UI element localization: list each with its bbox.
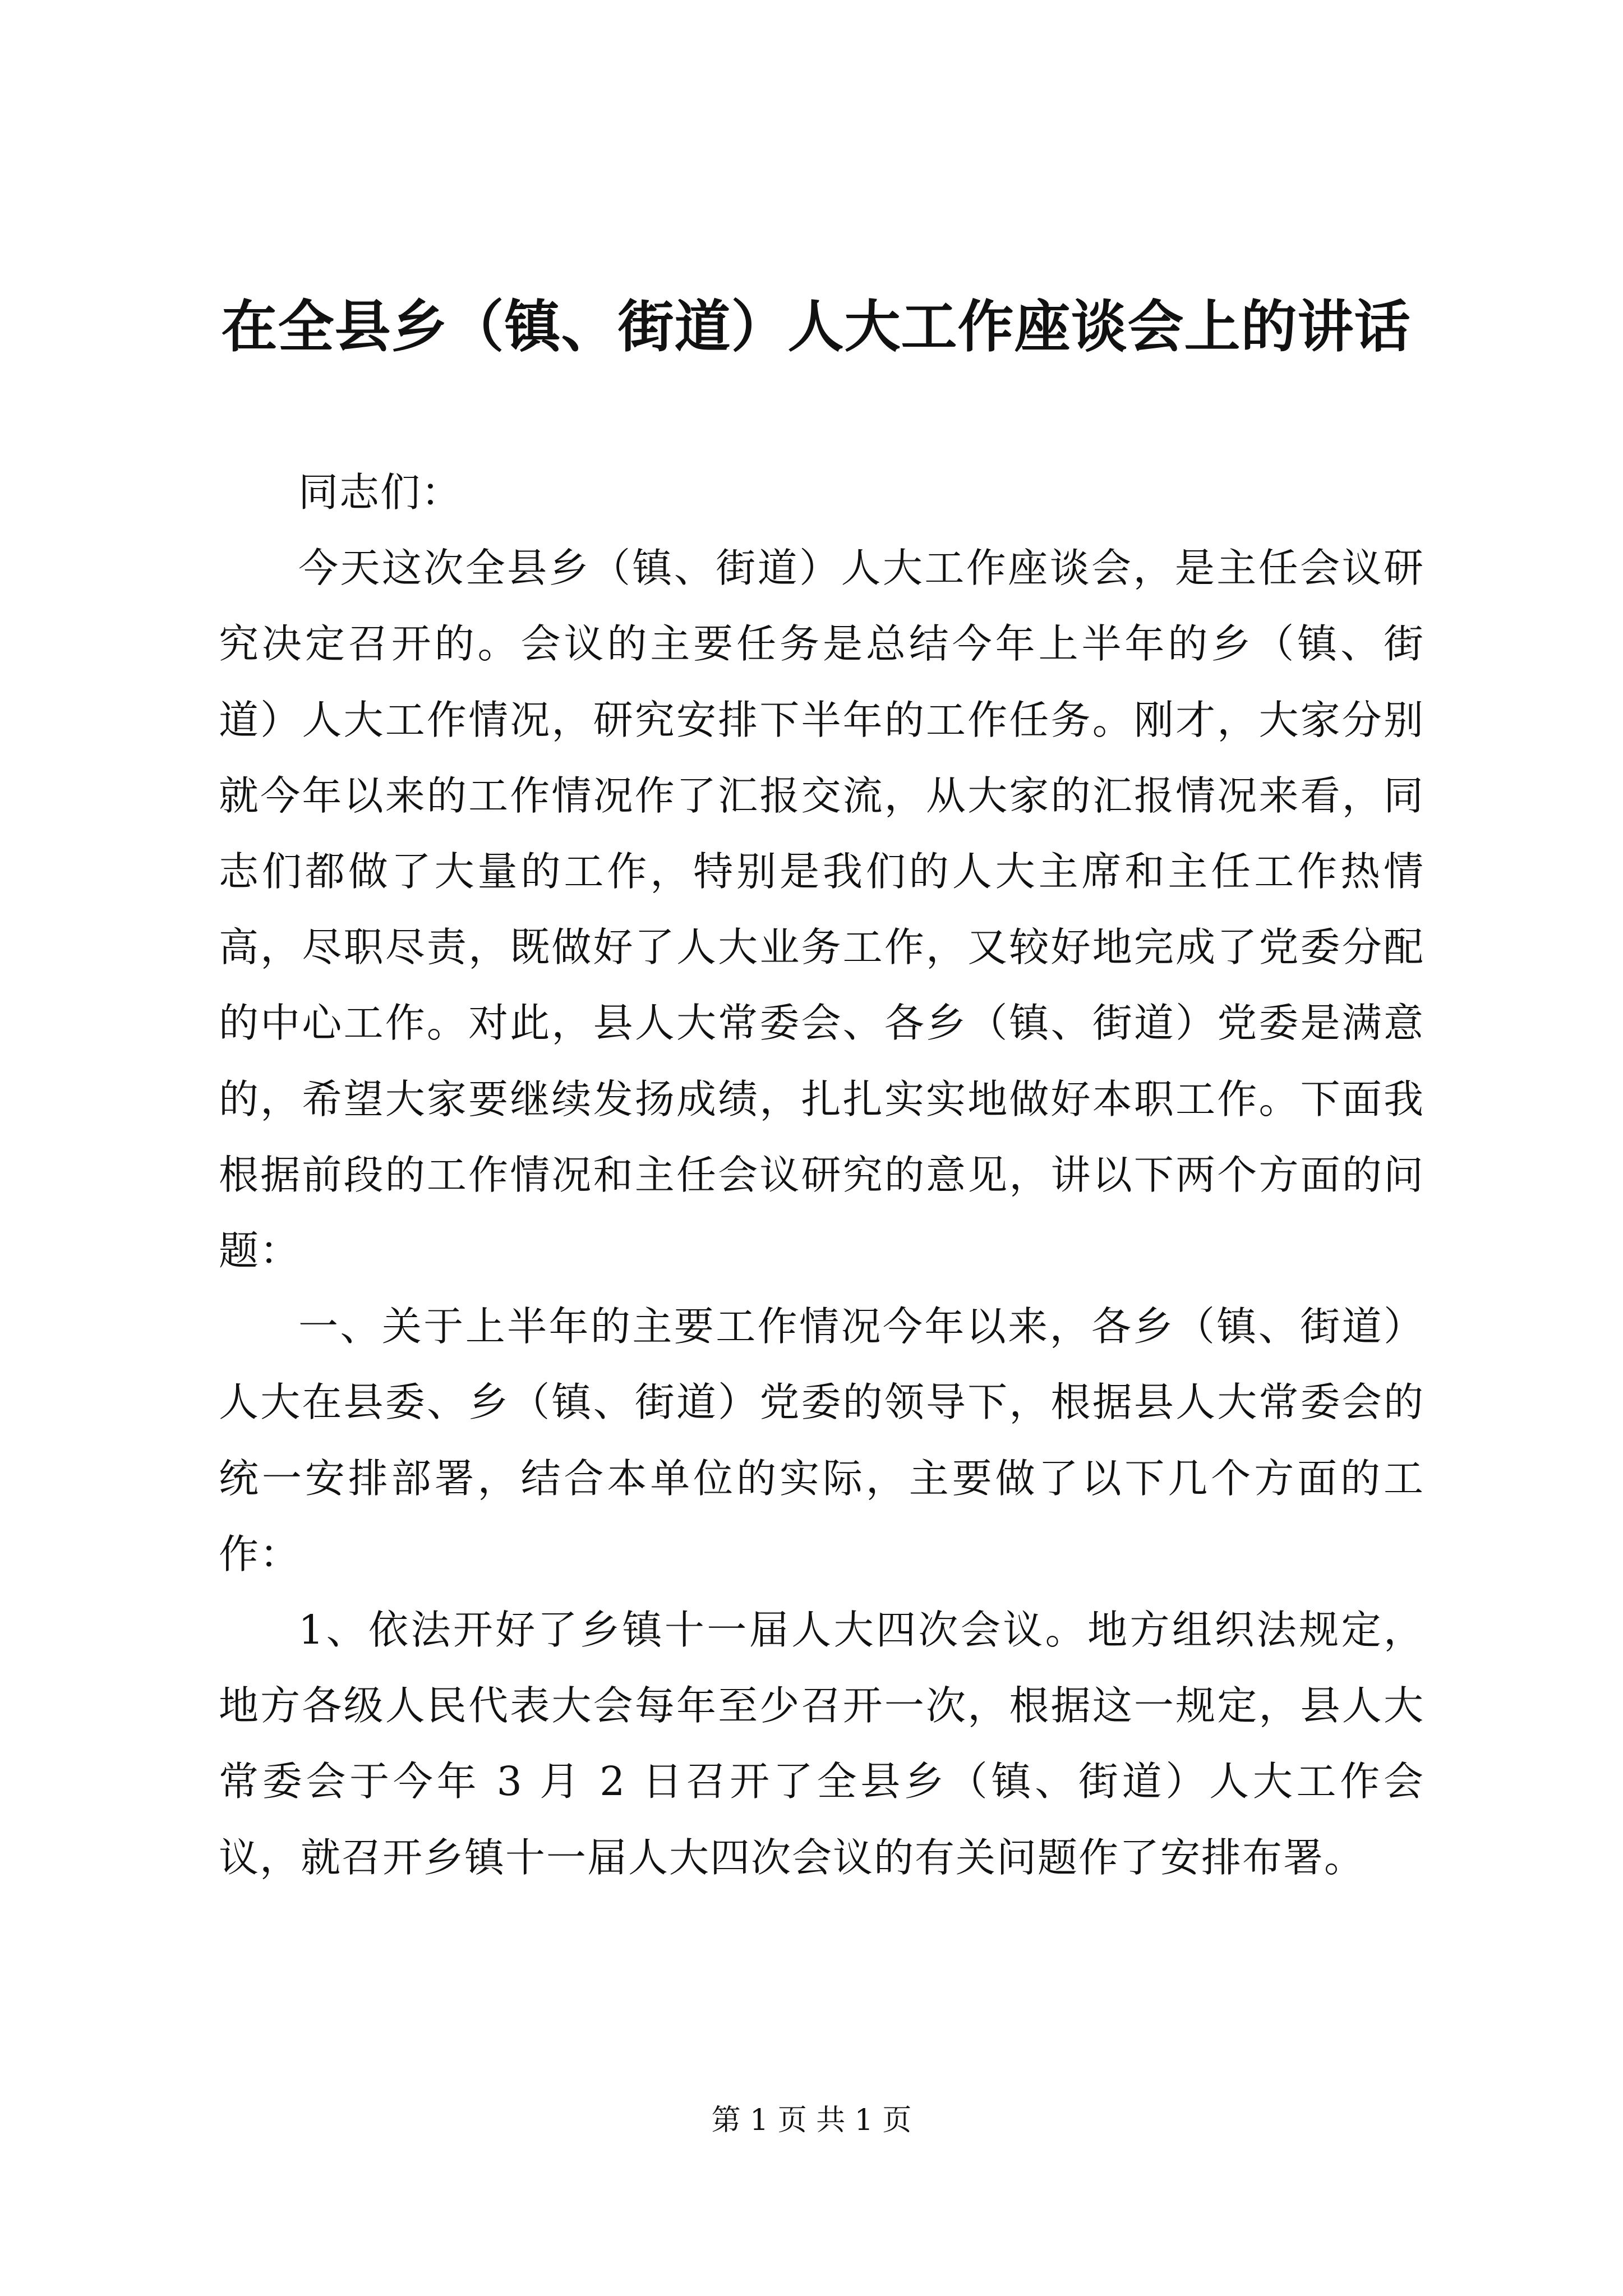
body-paragraph: 今天这次全县乡（镇、街道）人大工作座谈会，是主任会议研究决定召开的。会议的主要任务是总结今年上半年的乡（镇、街道）人大工作情况，研究安排下半年的工作任务。刚才，大家分别就今年以来的工作情况作了汇报交流，从大家的汇报情况来看，同志们都做了大量的工作，特别是我们的人大主席和主任工作热情高，尽职尽责，既做好了人大业务工作，又较好地完成了党委分配的中心工作。对此，县人大常委会、各乡（镇、街道）党委是满意的，希望大家要继续发扬成绩，扎扎实实地做好本职工作。下面我根据前段的工作情况和主任会议研究的意见，讲以下两个方面的问题： [219, 545, 1424, 1274]
body-paragraph: 1、依法开好了乡镇十一届人大四次会议。地方组织法规定，地方各级人民代表大会每年至少召开一次，根据这一规定，县人大常委会于今年 3 月 2 日召开了全县乡（镇、街道）人大工作会议，就召开乡镇十一届人大四次会议的有关问题作了安排布署。 [219, 1607, 1424, 1881]
document-body [219, 454, 1424, 1895]
body-paragraph: 一、关于上半年的主要工作情况今年以来，各乡（镇、街道）人大在县委、乡（镇、街道）党委的领导下，根据县人大常委会的统一安排部署，结合本单位的实际，主要做了以下几个方面的工作： [219, 1303, 1424, 1577]
page-footer: 第 1 页 共 1 页 [711, 2104, 912, 2137]
salutation: 同志们： [298, 469, 463, 516]
document-title: 在全县乡（镇、街道）人大工作座谈会上的讲话 [221, 293, 1411, 360]
